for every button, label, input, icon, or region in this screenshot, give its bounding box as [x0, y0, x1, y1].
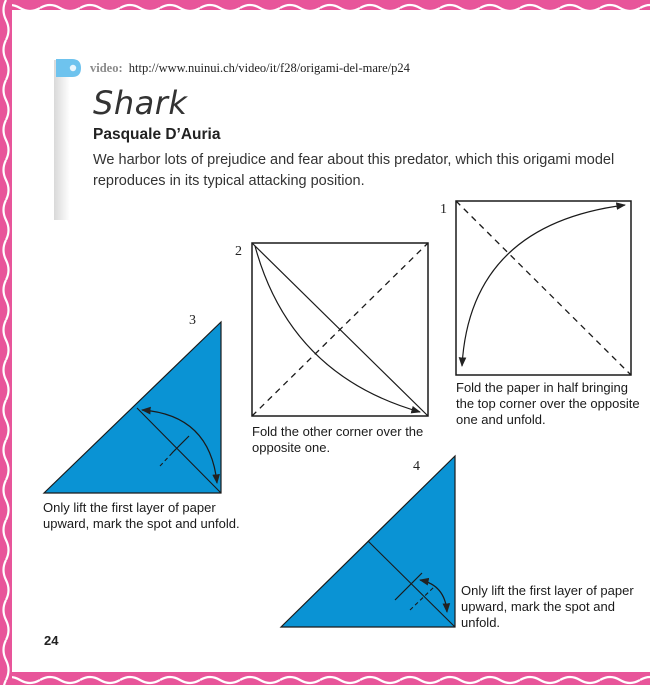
page-number: 24	[44, 633, 59, 648]
step-1-number: 1	[440, 202, 447, 217]
page-title: Shark	[93, 84, 188, 122]
intro-text: We harbor lots of prejudice and fear about this predator, which this origami model reproduces in its typical attacking position.	[93, 152, 615, 189]
step-3-number: 3	[189, 313, 196, 328]
video-label: video:	[90, 61, 123, 75]
step-2-caption: Fold the other corner over the opposite one.	[252, 424, 424, 455]
step-3-diagram	[44, 313, 221, 493]
step-3-blue-triangle	[44, 322, 221, 493]
step-1-caption: Fold the paper in half bringing the top corner over the opposite one and unfold.	[456, 380, 640, 427]
author-name: Pasquale D’Auria	[93, 126, 221, 143]
step-4-number: 4	[413, 459, 420, 474]
step-4-caption: Only lift the first layer of paper upward, mark the spot and unfold.	[461, 583, 634, 630]
step-1-diagram	[440, 201, 631, 375]
step-3-caption: Only lift the first layer of paper upward, mark the spot and unfold.	[43, 500, 240, 531]
step-2-diagram	[235, 243, 428, 416]
video-url-link[interactable]: http://www.nuinui.ch/video/it/f28/origami-del-mare/p24	[128, 61, 410, 75]
step-4-diagram	[281, 456, 455, 627]
step-2-number: 2	[235, 244, 242, 259]
